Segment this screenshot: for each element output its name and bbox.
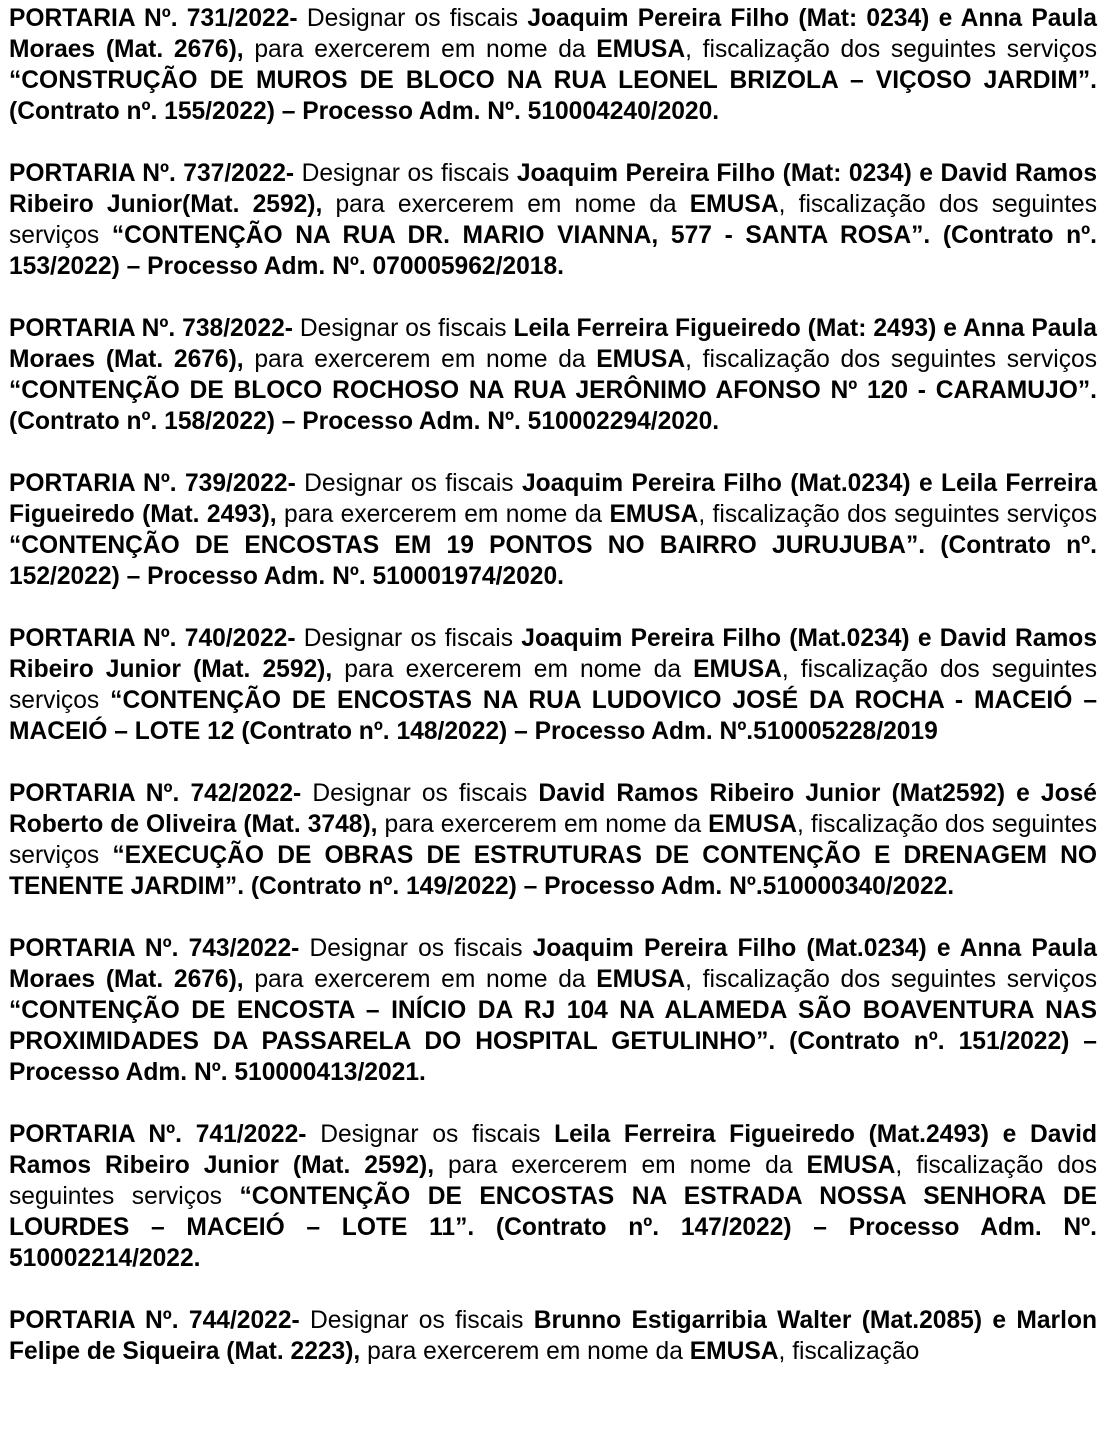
- portaria-text: para exercerem em nome da: [276, 501, 610, 528]
- document-page: [9, 3, 1097, 1398]
- portaria-739: [9, 468, 1097, 592]
- organization-name: EMUSA: [596, 36, 686, 63]
- portaria-text: , fiscalização dos seguintes serviços: [685, 36, 1097, 63]
- portaria-text: , fiscalização dos seguintes serviços: [685, 966, 1097, 993]
- conjunction: e: [909, 625, 940, 652]
- fiscal-name: Joaquim Pereira Filho (Mat.0234): [521, 625, 910, 652]
- portaria-text: para exercerem em nome da: [377, 811, 709, 838]
- fiscal-name: Joaquim Pereira Filho (Mat: 0234): [516, 160, 912, 187]
- conjunction: e: [982, 1307, 1017, 1334]
- portaria-741: [9, 1119, 1097, 1274]
- portaria-text: para exercerem em nome da: [360, 1338, 690, 1365]
- portaria-verb: Designar os fiscais: [306, 1121, 555, 1148]
- portaria-verb: Designar os fiscais: [297, 5, 528, 32]
- portaria-744: [9, 1305, 1097, 1367]
- fiscal-name: José Roberto de Oliveira (Mat. 3748),: [9, 780, 1097, 838]
- portaria-text: para exercerem em nome da: [332, 656, 694, 683]
- fiscal-name: Joaquim Pereira Filho (Mat.0234): [532, 935, 927, 962]
- service-description: “CONSTRUÇÃO DE MUROS DE BLOCO NA RUA LEONEL BRIZOLA – VIÇOSO JARDIM”. (Contrato nº. 155/2022) – Processo Adm. Nº. 510004240/2020.: [9, 67, 1097, 125]
- portaria-text: para exercerem em nome da: [243, 966, 597, 993]
- portaria-verb: Designar os fiscais: [299, 1307, 534, 1334]
- portaria-number: PORTARIA Nº. 740/2022-: [9, 625, 296, 652]
- organization-name: EMUSA: [596, 346, 686, 373]
- fiscal-name: Leila Ferreira Figueiredo (Mat. 2493),: [9, 470, 1097, 528]
- service-description: “CONTENÇÃO DE ENCOSTAS NA ESTRADA NOSSA SENHORA DE LOURDES – MACEIÓ – LOTE 11”. (Contrato nº. 147/2022) – Processo Adm. Nº. 510002214/2022.: [9, 1183, 1097, 1272]
- fiscal-name: Joaquim Pereira Filho (Mat: 0234): [527, 5, 930, 32]
- portaria-text: , fiscalização dos seguintes serviços: [685, 346, 1097, 373]
- portaria-verb: Designar os fiscais: [299, 935, 533, 962]
- organization-name: EMUSA: [806, 1152, 896, 1179]
- portaria-text: para exercerem em nome da: [322, 191, 690, 218]
- conjunction: e: [911, 160, 941, 187]
- conjunction: e: [988, 1121, 1031, 1148]
- portaria-text: , fiscalização dos seguintes serviços: [698, 501, 1098, 528]
- portaria-number: PORTARIA Nº. 743/2022-: [9, 935, 300, 962]
- portaria-742: [9, 778, 1097, 902]
- service-description: “EXECUÇÃO DE OBRAS DE ESTRUTURAS DE CONTENÇÃO E DRENAGEM NO TENENTE JARDIM”. (Contrato nº. 149/2022) – Processo Adm. Nº.510000340/2022.: [9, 842, 1098, 900]
- portaria-text: para exercerem em nome da: [243, 36, 597, 63]
- organization-name: EMUSA: [708, 811, 797, 838]
- portaria-verb: Designar os fiscais: [295, 470, 522, 497]
- portaria-738: [9, 313, 1097, 437]
- portaria-737: [9, 158, 1097, 282]
- organization-name: EMUSA: [596, 966, 686, 993]
- portaria-verb: Designar os fiscais: [292, 315, 514, 342]
- fiscal-name: Leila Ferreira Figueiredo (Mat.2493): [554, 1121, 989, 1148]
- service-description: “CONTENÇÃO DE ENCOSTA – INÍCIO DA RJ 104 NA ALAMEDA SÃO BOAVENTURA NAS PROXIMIDADES DA PASSARELA DO HOSPITAL GETULINHO”. (Contrato nº. 151/2022) – Processo Adm. Nº. 510000413/2021.: [9, 997, 1097, 1086]
- portaria-number: PORTARIA Nº. 737/2022-: [9, 160, 295, 187]
- fiscal-name: Brunno Estigarribia Walter (Mat.2085): [533, 1307, 983, 1334]
- fiscal-name: Anna Paula Moraes (Mat. 2676),: [9, 935, 1097, 993]
- portaria-text: , fiscalização dos seguintes serviços: [9, 811, 1098, 869]
- organization-name: EMUSA: [609, 501, 699, 528]
- fiscal-name: Anna Paula Moraes (Mat. 2676),: [9, 5, 1097, 63]
- service-description: “CONTENÇÃO NA RUA DR. MARIO VIANNA, 577 - SANTA ROSA”. (Contrato nº. 153/2022) – Processo Adm. Nº. 070005962/2018.: [9, 222, 1097, 280]
- portaria-text: , fiscalização dos seguintes serviços: [9, 191, 1098, 249]
- organization-name: EMUSA: [693, 656, 782, 683]
- portaria-number: PORTARIA Nº. 744/2022-: [9, 1307, 300, 1334]
- fiscal-name: Anna Paula Moraes (Mat. 2676),: [9, 315, 1097, 373]
- fiscal-name: Leila Ferreira Figueiredo (Mat: 2493): [513, 315, 937, 342]
- portaria-verb: Designar os fiscais: [295, 625, 522, 652]
- service-description: “CONTENÇÃO DE BLOCO ROCHOSO NA RUA JERÔNIMO AFONSO Nº 120 - CARAMUJO”. (Contrato nº. 158/2022) – Processo Adm. Nº. 510002294/2020.: [9, 377, 1097, 435]
- portaria-text: , fiscalização: [778, 1338, 920, 1365]
- portaria-731: [9, 3, 1097, 127]
- service-description: “CONTENÇÃO DE ENCOSTAS EM 19 PONTOS NO BAIRRO JURUJUBA”. (Contrato nº. 152/2022) – Processo Adm. Nº. 510001974/2020.: [9, 532, 1097, 590]
- conjunction: e: [910, 470, 941, 497]
- portaria-743: [9, 933, 1097, 1088]
- portaria-740: [9, 623, 1097, 747]
- fiscal-name: David Ramos Ribeiro Junior (Mat. 2592),: [9, 625, 1098, 683]
- portaria-verb: Designar os fiscais: [301, 780, 539, 807]
- conjunction: e: [1005, 780, 1041, 807]
- portaria-number: PORTARIA Nº. 739/2022-: [9, 470, 296, 497]
- conjunction: e: [936, 315, 963, 342]
- portaria-number: PORTARIA Nº. 731/2022-: [9, 5, 298, 32]
- portaria-number: PORTARIA Nº. 742/2022-: [9, 780, 302, 807]
- portaria-number: PORTARIA Nº. 738/2022-: [9, 315, 293, 342]
- conjunction: e: [929, 5, 961, 32]
- portaria-verb: Designar os fiscais: [294, 160, 517, 187]
- portaria-text: , fiscalização dos seguintes serviços: [9, 656, 1098, 714]
- fiscal-name: David Ramos Ribeiro Junior (Mat2592): [538, 780, 1006, 807]
- fiscal-name: David Ramos Ribeiro Junior(Mat. 2592),: [9, 160, 1097, 218]
- portaria-text: , fiscalização dos seguintes serviços: [9, 1152, 1097, 1210]
- fiscal-name: David Ramos Ribeiro Junior (Mat. 2592),: [9, 1121, 1097, 1179]
- portaria-number: PORTARIA Nº. 741/2022-: [9, 1121, 307, 1148]
- fiscal-name: Marlon Felipe de Siqueira (Mat. 2223),: [9, 1307, 1097, 1365]
- organization-name: EMUSA: [689, 191, 779, 218]
- service-description: “CONTENÇÃO DE ENCOSTAS NA RUA LUDOVICO JOSÉ DA ROCHA - MACEIÓ – MACEIÓ – LOTE 12 (Contrato nº. 148/2022) – Processo Adm. Nº.510005228/2019: [9, 687, 1098, 745]
- portaria-text: para exercerem em nome da: [434, 1152, 807, 1179]
- organization-name: EMUSA: [689, 1338, 779, 1365]
- conjunction: e: [926, 935, 960, 962]
- fiscal-name: Joaquim Pereira Filho (Mat.0234): [521, 470, 911, 497]
- portaria-text: para exercerem em nome da: [243, 346, 597, 373]
